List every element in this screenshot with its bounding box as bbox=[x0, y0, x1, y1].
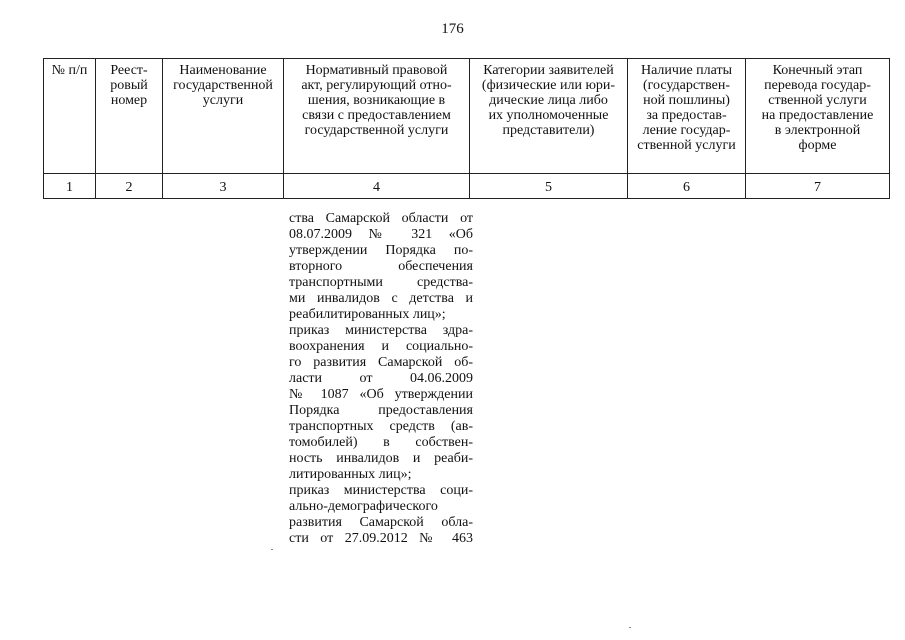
header-registry-number bbox=[96, 59, 163, 174]
header-fee bbox=[628, 59, 746, 174]
continuation-line: Порядка предоставления bbox=[289, 403, 473, 418]
header-line: Реест- bbox=[110, 63, 148, 78]
header-line: номер bbox=[110, 93, 148, 108]
header-line: № п/п bbox=[51, 63, 88, 78]
continuation-line: реабилитированных лиц»; bbox=[289, 307, 446, 322]
continuation-line: № 1087 «Об утверждении bbox=[289, 387, 473, 402]
scan-speck bbox=[271, 549, 273, 550]
header-line: ственной услуги bbox=[768, 93, 867, 108]
header-applicant-categories bbox=[470, 59, 628, 174]
page-number: 176 bbox=[441, 21, 464, 37]
continuation-line: ность инвалидов и реаби- bbox=[289, 451, 473, 466]
header-line: (физические или юри- bbox=[481, 78, 616, 93]
column-number: 6 bbox=[628, 174, 746, 199]
continuation-line: ми инвалидов с детства и bbox=[289, 291, 473, 306]
continuation-line: утверждении Порядка по- bbox=[289, 243, 473, 258]
column-number: 3 bbox=[163, 174, 284, 199]
legal-act-continuation bbox=[289, 211, 473, 547]
header-line: Конечный этап bbox=[772, 63, 863, 78]
header-number bbox=[44, 59, 96, 174]
continuation-line: ально-демографического bbox=[289, 499, 438, 514]
header-legal-act bbox=[284, 59, 470, 174]
header-line: перевода государ- bbox=[764, 78, 871, 93]
header-line: акт, регулирующий отно- bbox=[301, 78, 452, 93]
header-line: за предостав- bbox=[646, 108, 727, 123]
header-line: Наличие платы bbox=[640, 63, 733, 78]
header-line: шения, возникающие в bbox=[307, 93, 446, 108]
header-line: ной пошлины) bbox=[643, 93, 730, 108]
header-line: представители) bbox=[502, 123, 595, 138]
header-line: ственной услуги bbox=[637, 138, 736, 153]
continuation-line: ласти от 04.06.2009 bbox=[289, 371, 473, 386]
column-number: 7 bbox=[746, 174, 890, 199]
scan-speck bbox=[629, 627, 631, 628]
column-number: 5 bbox=[470, 174, 628, 199]
header-line: на предоставление bbox=[761, 108, 874, 123]
header-line: государственной услуги bbox=[304, 123, 449, 138]
continuation-line: транспортных средств (ав- bbox=[289, 419, 473, 434]
column-number-row bbox=[44, 174, 890, 199]
header-line: ровый bbox=[110, 78, 148, 93]
header-line: (государствен- bbox=[642, 78, 731, 93]
header-service-name bbox=[163, 59, 284, 174]
header-line: государственной bbox=[173, 78, 273, 93]
header-line: дические лица либо bbox=[489, 93, 608, 108]
header-line: связи с предоставлением bbox=[302, 108, 451, 123]
header-line: в электронной bbox=[774, 123, 861, 138]
column-number: 1 bbox=[44, 174, 96, 199]
continuation-line: приказ министерства здра- bbox=[289, 323, 473, 338]
continuation-line: ства Самарской области от bbox=[289, 211, 473, 226]
header-line: Наименование bbox=[179, 63, 267, 78]
continuation-line: литированных лиц»; bbox=[289, 467, 412, 482]
column-number: 4 bbox=[284, 174, 470, 199]
continuation-line: го развития Самарской об- bbox=[289, 355, 473, 370]
header-line: Нормативный правовой bbox=[305, 63, 448, 78]
header-line: ление государ- bbox=[642, 123, 731, 138]
continuation-line: сти от 27.09.2012 № 463 bbox=[289, 531, 473, 546]
continuation-line: воохранения и социально- bbox=[289, 339, 473, 354]
continuation-line: приказ министерства соци- bbox=[289, 483, 473, 498]
continuation-line: вторного обеспечения bbox=[289, 259, 473, 274]
header-row bbox=[44, 59, 890, 174]
header-line: услуги bbox=[202, 93, 244, 108]
header-line: форме bbox=[798, 138, 837, 153]
continuation-line: 08.07.2009 № 321 «Об bbox=[289, 227, 473, 242]
continuation-line: томобилей) в собствен- bbox=[289, 435, 473, 450]
header-line: Категории заявителей bbox=[483, 63, 614, 78]
header-line: их уполномоченные bbox=[488, 108, 609, 123]
continuation-line: развития Самарской обла- bbox=[289, 515, 473, 530]
continuation-line: транспортными средства- bbox=[289, 275, 473, 290]
header-final-stage bbox=[746, 59, 890, 174]
services-table bbox=[43, 58, 890, 199]
column-number: 2 bbox=[96, 174, 163, 199]
